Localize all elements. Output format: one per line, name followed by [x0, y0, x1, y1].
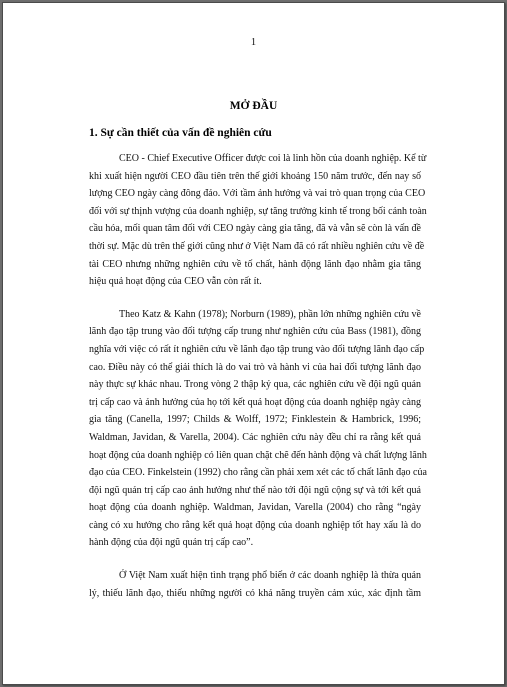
body-text: [89, 150, 427, 617]
text-line: tài CEO nhưng những nghiên cứu về tố chất, hành động lãnh đạo nhằm gia tăng: [89, 258, 421, 270]
text-line: trị cấp cao và ảnh hưởng của họ tới kết quả hoạt động của doanh nghiệp ngày càng: [89, 396, 421, 408]
text-line: đối với sự thịnh vượng của doanh nghiệp, sự tăng trưởng kinh tế trong bối cảnh toàn: [89, 205, 427, 217]
text-line: nghĩa với việc có rất ít nghiên cứu về lãnh đạo tập trung vào đối tượng lãnh đạo cấp: [89, 343, 425, 355]
document-page: [2, 2, 505, 685]
text-line: đạo của CEO. Finkelstein (1992) cho rằng cần phải xem xét các tố chất lãnh đạo của: [89, 467, 427, 479]
text-line: gia tăng (Canella, 1997; Childs & Wolff, 1972; Finklestein & Hambrick, 1996;: [89, 414, 421, 426]
text-line: hành động của đội ngũ quản trị cấp cao”.: [89, 537, 254, 549]
text-line: đội ngũ quản trị cấp cao ảnh hưởng như thế nào tới đội ngũ cộng sự và tới kết quả: [89, 484, 421, 496]
text-line: CEO - Chief Executive Officer được coi là linh hồn của doanh nghiệp. Kể từ: [119, 153, 427, 164]
paragraph: [89, 567, 421, 602]
text-line: hiệu quả hoạt động của CEO vẫn còn rất ít.: [89, 276, 262, 288]
text-line: Waldman, Javidan, & Varella, 2004). Các nghiên cứu này đều chỉ ra rằng kết quả: [89, 431, 421, 443]
text-line: này thực sự khác nhau. Trong vòng 2 thập kỷ qua, các nghiên cứu về đội ngũ quản: [89, 379, 421, 391]
text-line: hoạt động của doanh nghiệp. Waldman, Javidan, Varella (2004) cho rằng “ngày: [89, 502, 421, 514]
paragraph: [89, 306, 427, 552]
page-number: 1: [250, 37, 257, 48]
section-title: 1. Sự cần thiết của vấn đề nghiên cứu: [89, 127, 272, 139]
text-line: Ở Việt Nam xuất hiện tình trạng phổ biến ở các doanh nghiệp là thừa quản: [119, 570, 421, 582]
text-line: lý, thiếu lãnh đạo, thiếu những người có khả năng truyền cảm xúc, xác định tầm: [89, 587, 421, 599]
text-line: cao. Điều này có thể giải thích là do vai trò và hành vi của hai đối tượng lãnh đạo: [89, 361, 421, 373]
paragraph: [89, 150, 427, 291]
text-line: càng có xu hướng cho rằng kết quả hoạt động của doanh nghiệp tốt hay xấu là do: [89, 519, 421, 531]
text-line: lãnh đạo tập trung vào đối tượng cấp trung như nghiên cứu của Bass (1981), đồng: [89, 326, 421, 338]
document-heading: MỞ ĐẦU: [229, 100, 278, 112]
text-line: cầu hóa, mối quan tâm đối với CEO ngày càng gia tăng, đã và vẫn sẽ còn là vấn đề: [89, 223, 421, 235]
text-line: khi xuất hiện người CEO đầu tiên trên thế giới khoảng 150 năm trước, đến nay số: [89, 170, 421, 182]
text-line: thời sự. Mặc dù trên thế giới cũng như ở Việt Nam đã có rất nhiều nghiên cứu về đề: [89, 240, 425, 252]
text-line: lượng CEO ngày càng đông đảo. Với tầm ảnh hưởng và vai trò quan trọng của CEO: [89, 188, 426, 200]
text-line: Theo Katz & Kahn (1978); Norburn (1989), phần lớn những nghiên cứu về: [119, 308, 421, 320]
text-line: hoạt động của doanh nghiệp có liên quan chặt chẽ đến hành động và chất lượng lãnh: [89, 449, 427, 461]
